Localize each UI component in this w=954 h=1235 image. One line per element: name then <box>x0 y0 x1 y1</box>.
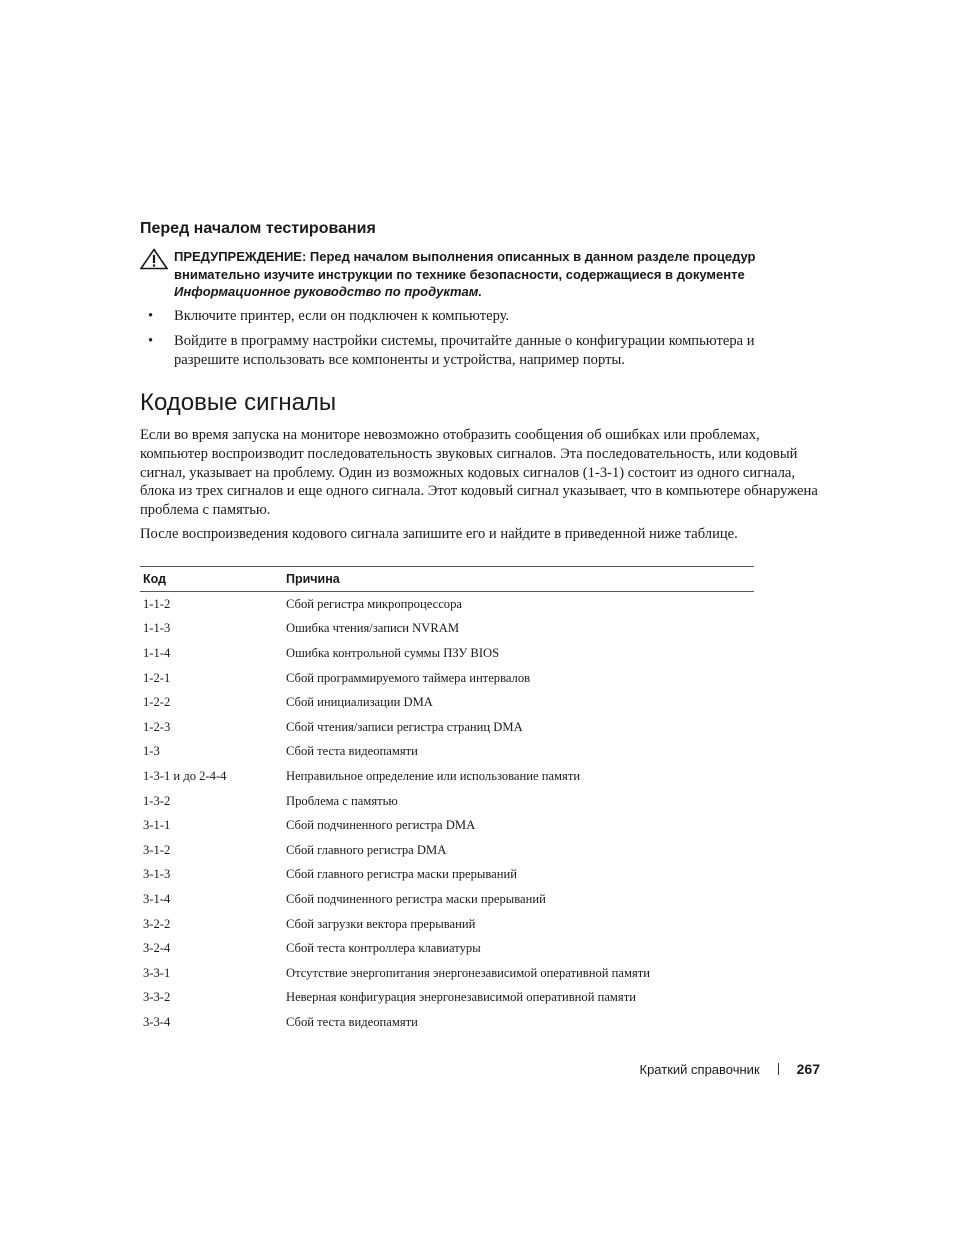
list-item-text: Включите принтер, если он подключен к компьютеру. <box>174 308 510 324</box>
warning-triangle-icon <box>140 248 168 270</box>
table-row <box>140 617 754 642</box>
table-row <box>140 986 754 1011</box>
table-row <box>140 838 754 863</box>
warning-label: ПРЕДУПРЕЖДЕНИЕ: <box>174 249 307 264</box>
table-row <box>140 813 754 838</box>
cause-cell: Сбой подчиненного регистра DMA <box>286 818 476 833</box>
cause-cell: Проблема с памятью <box>286 793 398 808</box>
warning-body: Перед началом выполнения описанных в данном разделе процедур внимательно изучите инструкции по технике безопасности, содержащиеся в документе <box>174 249 756 282</box>
beep-code-table <box>140 566 754 1035</box>
cause-cell: Сбой регистра микропроцессора <box>286 596 462 611</box>
code-cell: 1-2-3 <box>143 719 171 734</box>
code-cell: 3-3-4 <box>143 1014 171 1029</box>
table-row <box>140 641 754 666</box>
instruction-paragraph: После воспроизведения кодового сигнала запишите его и найдите в приведенной ниже таблице. <box>140 526 738 542</box>
warning-text <box>174 248 824 301</box>
code-cell: 1-3 <box>143 744 160 759</box>
table-header-row <box>140 567 754 592</box>
warning-doc-title: Информационное руководство по продуктам. <box>174 284 482 299</box>
bullet-marker: • <box>148 333 154 349</box>
cause-cell: Сбой инициализации DMA <box>286 695 433 710</box>
cause-cell: Сбой загрузки вектора прерываний <box>286 916 476 931</box>
code-cell: 3-3-1 <box>143 965 171 980</box>
intro-paragraph: Если во время запуска на мониторе невозможно отобразить сообщения об ошибках или проблемах, компьютер воспроизводит последовательность звуковых сигналов. Эта последовательность, или кодовый сигнал, указывает на проблему. Один из возможных кодовых сигналов (1-3-1) состоит из одного сигнала, блока из трех сигналов и еще одного сигнала. Этот кодовый сигнал указывает, что в компьютере обнаружена проблема с памятью. <box>140 427 818 519</box>
table-row <box>140 764 754 789</box>
code-cell: 1-2-2 <box>143 695 171 710</box>
column-header-cause: Причина <box>283 567 754 592</box>
code-cell: 3-1-3 <box>143 867 171 882</box>
code-cell: 3-2-2 <box>143 916 171 931</box>
cause-cell: Сбой главного регистра DMA <box>286 842 447 857</box>
table-row <box>140 912 754 937</box>
table-row <box>140 936 754 961</box>
cause-cell: Сбой главного регистра маски прерываний <box>286 867 517 882</box>
table-row <box>140 789 754 814</box>
code-cell: 1-1-4 <box>143 645 171 660</box>
table-row <box>140 690 754 715</box>
table-row <box>140 740 754 765</box>
cause-cell: Отсутствие энергопитания энергонезависимой оперативной памяти <box>286 965 651 980</box>
table-row <box>140 863 754 888</box>
table-row <box>140 887 754 912</box>
code-cell: 3-2-4 <box>143 941 171 956</box>
prep-list <box>140 307 820 376</box>
cause-cell: Неправильное определение или использование памяти <box>286 768 581 783</box>
section-heading: Перед началом тестирования <box>140 220 376 237</box>
list-item-text: Войдите в программу настройки системы, прочитайте данные о конфигурации компьютера и разрешите использовать все компоненты и устройства, например порты. <box>174 333 755 368</box>
page-number: 267 <box>796 1061 820 1077</box>
cause-cell: Неверная конфигурация энергонезависимой оперативной памяти <box>286 990 636 1005</box>
footer-divider <box>778 1063 779 1075</box>
page-title: Кодовые сигналы <box>140 389 337 416</box>
cause-cell: Сбой теста видеопамяти <box>286 1014 418 1029</box>
code-cell: 3-1-1 <box>143 818 171 833</box>
code-cell: 1-1-3 <box>143 621 171 636</box>
cause-cell: Сбой чтения/записи регистра страниц DMA <box>286 719 523 734</box>
code-cell: 3-3-2 <box>143 990 171 1005</box>
cause-cell: Ошибка чтения/записи NVRAM <box>286 621 460 636</box>
code-cell: 3-1-4 <box>143 891 171 906</box>
code-cell: 3-1-2 <box>143 842 171 857</box>
bullet-marker: • <box>148 308 154 324</box>
cause-cell: Сбой подчиненного регистра маски прерываний <box>286 891 546 906</box>
column-header-code: Код <box>140 567 283 592</box>
cause-cell: Сбой программируемого таймера интервалов <box>286 670 531 685</box>
table-row <box>140 961 754 986</box>
table-row <box>140 1010 754 1035</box>
cause-cell: Ошибка контрольной суммы ПЗУ BIOS <box>286 645 500 660</box>
code-cell: 1-2-1 <box>143 670 171 685</box>
cause-cell: Сбой теста контроллера клавиатуры <box>286 941 481 956</box>
list-item <box>140 332 820 370</box>
table-row <box>140 666 754 691</box>
footer-book-title: Краткий справочник <box>639 1061 760 1077</box>
code-cell: 1-1-2 <box>143 596 171 611</box>
code-cell: 1-3-1 и до 2-4-4 <box>143 768 227 783</box>
list-item <box>140 307 820 326</box>
table-row <box>140 592 754 617</box>
table-row <box>140 715 754 740</box>
page-footer <box>640 1061 821 1077</box>
cause-cell: Сбой теста видеопамяти <box>286 744 418 759</box>
code-cell: 1-3-2 <box>143 793 171 808</box>
